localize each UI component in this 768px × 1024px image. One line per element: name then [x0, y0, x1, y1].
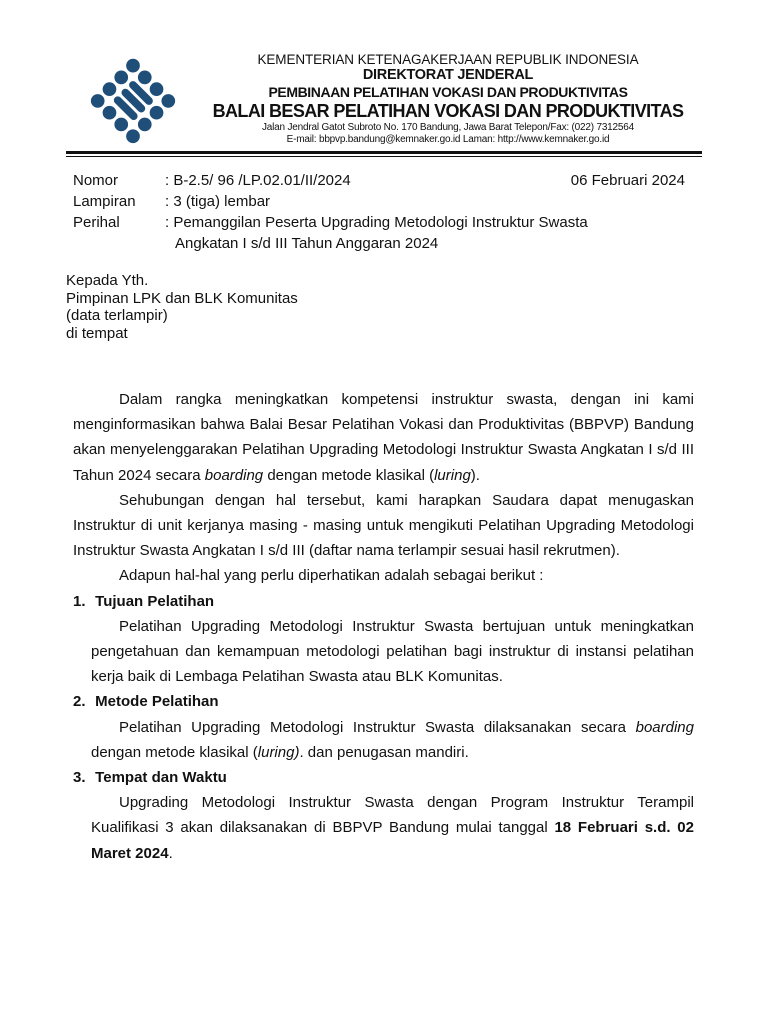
section-title: Metode Pelatihan: [95, 693, 219, 711]
recipient-line: di tempat: [66, 324, 128, 342]
text-run: dengan metode klasikal (: [263, 466, 435, 484]
nomor-label: Nomor: [73, 172, 119, 189]
text-run: Upgrading Metodologi Instruktur Swasta dengan Program Instruktur Terampil Kualifikasi 3 akan dilaksanakan di BBPVP Bandung mulai tanggal: [91, 794, 694, 837]
text-run: Pelatihan Upgrading Metodologi Instruktur Swasta dilaksanakan secara: [119, 718, 636, 736]
perihal-continuation: Angkatan I s/d III Tahun Anggaran 2024: [175, 235, 439, 252]
division-name: PEMBINAAN PELATIHAN VOKASI DAN PRODUKTIVITAS: [268, 84, 628, 100]
section-number: 1.: [73, 592, 86, 610]
text-run: dengan metode klasikal (: [91, 743, 258, 761]
institution-contact: E-mail: bbpvp.bandung@kemnaker.go.id Laman: http://www.kemnaker.go.id: [286, 134, 610, 145]
section-text: [91, 790, 694, 866]
recipient-block: [66, 272, 298, 342]
section-text: [91, 715, 694, 765]
recipient-line: Pimpinan LPK dan BLK Komunitas: [66, 289, 298, 307]
letterhead-rule: [66, 151, 702, 154]
text-run-italic: boarding: [635, 718, 694, 736]
paragraph-notes-intro: Adapun hal-hal yang perlu diperhatikan adalah sebagai berikut :: [119, 567, 544, 585]
kemnaker-logo: [84, 57, 182, 149]
section-title: Tujuan Pelatihan: [95, 592, 215, 610]
letter-meta: [73, 170, 693, 254]
perihal-value: : Pemanggilan Peserta Upgrading Metodologi Instruktur Swasta: [165, 214, 588, 231]
letter-body: [73, 387, 694, 866]
letter-date: 06 Februari 2024: [570, 172, 685, 189]
section-heading: [73, 765, 694, 790]
text-run: Dalam rangka meningkatkan kompetensi instruktur swasta, dengan ini kami menginformasikan bahwa Balai Besar Pelatihan Vokasi dan Produktivitas (BBPVP) Bandung akan menyelenggarakan Pelatihan Upgrading Metodologi Instruktur Swasta Angkatan I s/d III Tahun 2024 secara: [73, 391, 694, 484]
institution-address: Jalan Jendral Gatot Subroto No. 170 Bandung, Jawa Barat Telepon/Fax: (022) 7312564: [261, 122, 634, 133]
section-title: Tempat dan Waktu: [95, 769, 227, 787]
recipient-line: (data terlampir): [66, 307, 168, 324]
paragraph-intro: [73, 387, 694, 488]
paragraph-request: Sehubungan dengan hal tersebut, kami harapkan Saudara dapat menugaskan Instruktur di unit kerjanya masing - masing untuk mengikuti Pelatihan Upgrading Metodologi Instruktur Swasta Angkatan I s/d III (daftar nama terlampir sesuai hasil rekrutmen).: [73, 491, 694, 560]
ministry-name: KEMENTERIAN KETENAGAKERJAAN REPUBLIK INDONESIA: [257, 52, 639, 67]
text-run-bold: 18 Februari s.d. 02 Maret 2024: [91, 819, 694, 862]
lampiran-value: : 3 (tiga) lembar: [165, 193, 271, 210]
text-run-italic: luring: [434, 466, 471, 484]
letterhead: [192, 52, 704, 146]
lampiran-label: Lampiran: [73, 193, 136, 210]
letterhead-rule-thin: [66, 156, 702, 157]
section-text: Pelatihan Upgrading Metodologi Instruktur Swasta bertujuan untuk meningkatkan pengetahuan dan kemampuan metodologi pelatihan bagi instruktur di instansi pelatihan kerja baik di Lembaga Pelatihan Swasta atau BLK Komunitas.: [91, 617, 694, 686]
perihal-label: Perihal: [73, 214, 120, 231]
text-run-italic: luring): [257, 743, 300, 761]
section-number: 2.: [73, 693, 86, 711]
section-number: 3.: [73, 769, 86, 787]
recipient-line: Kepada Yth.: [66, 272, 149, 289]
text-run: . dan penugasan mandiri.: [299, 743, 469, 761]
nomor-value: : B-2.5/ 96 /LP.02.01/II/2024: [165, 172, 351, 189]
text-run-italic: boarding: [204, 466, 264, 484]
text-run: ).: [470, 466, 480, 484]
text-run: .: [168, 844, 173, 862]
institution-name: BALAI BESAR PELATIHAN VOKASI DAN PRODUKTIVITAS: [212, 101, 684, 121]
directorate-name: DIREKTORAT JENDERAL: [362, 67, 534, 83]
section-heading: [73, 589, 694, 614]
section-heading: [73, 689, 694, 714]
